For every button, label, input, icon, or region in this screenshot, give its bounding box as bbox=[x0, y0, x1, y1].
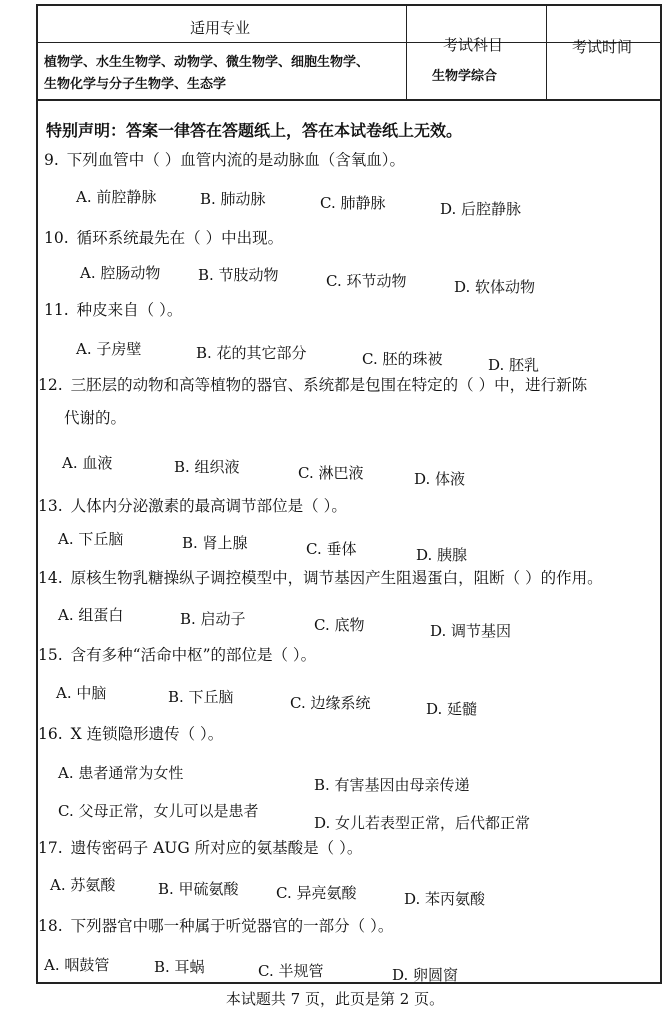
question-text: X 连锁隐形遗传（ ）。 bbox=[70, 725, 224, 743]
subject-value: 生物学综合 bbox=[432, 69, 498, 84]
question-11 bbox=[44, 298, 182, 320]
option-a: A. 患者通常为女性 bbox=[58, 764, 184, 782]
question-16 bbox=[38, 722, 223, 744]
header-col-divider-2 bbox=[546, 4, 547, 100]
option-d: D. 软体动物 bbox=[454, 278, 536, 296]
option-d: D. 调节基因 bbox=[430, 622, 512, 640]
option-c: C. 垂体 bbox=[306, 540, 357, 558]
question-text: 含有多种“活命中枢”的部位是（ ）。 bbox=[70, 646, 317, 664]
option-a: A. 中脑 bbox=[56, 684, 107, 702]
option-b: B. 有害基因由母亲传递 bbox=[314, 776, 470, 794]
option-a: A. 下丘脑 bbox=[58, 530, 124, 548]
option-c: C. 边缘系统 bbox=[290, 694, 371, 712]
option-b: B. 节肢动物 bbox=[198, 266, 279, 284]
option-c: C. 淋巴液 bbox=[298, 464, 364, 482]
time-label: 考试时间 bbox=[572, 38, 633, 56]
question-number: 11. bbox=[44, 301, 69, 319]
header-divider-1 bbox=[36, 42, 662, 43]
question-text: 人体内分泌激素的最高调节部位是（ ）。 bbox=[70, 497, 347, 515]
option-c: C. 底物 bbox=[314, 616, 365, 634]
question-text: 原核生物乳糖操纵子调控模型中，调节基因产生阻遏蛋白，阻断（ ）的作用。 bbox=[70, 569, 603, 587]
option-c: C. 父母正常，女儿可以是患者 bbox=[58, 802, 259, 820]
option-b: B. 耳蜗 bbox=[154, 958, 205, 976]
option-b: B. 启动子 bbox=[180, 610, 246, 628]
option-a: A. 前腔静脉 bbox=[76, 188, 157, 206]
question-number: 17. bbox=[38, 839, 63, 857]
option-a: A. 子房壁 bbox=[76, 340, 142, 358]
question-12-continued: 代谢的。 bbox=[64, 409, 127, 427]
question-text: 种皮来自（ ）。 bbox=[76, 301, 183, 319]
question-number: 16. bbox=[38, 725, 63, 743]
option-b: B. 下丘脑 bbox=[168, 688, 234, 706]
option-b: B. 组织液 bbox=[174, 458, 240, 476]
option-c: C. 环节动物 bbox=[326, 272, 407, 290]
question-number: 10. bbox=[44, 229, 69, 247]
option-b: B. 甲硫氨酸 bbox=[158, 880, 239, 898]
question-number: 13. bbox=[38, 497, 63, 515]
question-text: 循环系统最先在（ ）中出现。 bbox=[76, 229, 284, 247]
option-c: C. 异亮氨酸 bbox=[276, 884, 357, 902]
question-14 bbox=[38, 566, 603, 588]
option-a: A. 血液 bbox=[62, 454, 113, 472]
option-b: B. 肾上腺 bbox=[182, 534, 248, 552]
major-label: 适用专业 bbox=[190, 19, 251, 37]
option-c: C. 肺静脉 bbox=[320, 194, 386, 212]
question-number: 9. bbox=[44, 151, 59, 169]
option-a: A. 组蛋白 bbox=[58, 606, 124, 624]
question-9 bbox=[44, 148, 405, 170]
question-number: 15. bbox=[38, 646, 63, 664]
question-18 bbox=[38, 914, 393, 936]
question-text: 遗传密码子 AUG 所对应的氨基酸是（ ）。 bbox=[70, 839, 363, 857]
option-c: C. 半规管 bbox=[258, 962, 324, 980]
header-divider-2 bbox=[36, 99, 662, 101]
option-b: B. 花的其它部分 bbox=[196, 344, 307, 362]
option-d: D. 苯丙氨酸 bbox=[404, 890, 486, 908]
option-b: B. 肺动脉 bbox=[200, 190, 266, 208]
question-text: 三胚层的动物和高等植物的器官、系统都是包围在特定的（ ）中，进行新陈 bbox=[70, 376, 588, 394]
option-a: A. 咽鼓管 bbox=[44, 956, 110, 974]
option-d: D. 体液 bbox=[414, 470, 466, 488]
page-footer: 本试题共 7 页，此页是第 2 页。 bbox=[225, 990, 445, 1008]
question-17 bbox=[38, 836, 362, 858]
question-number: 12. bbox=[38, 376, 63, 394]
question-13 bbox=[38, 494, 347, 516]
question-text: 下列血管中（ ）血管内流的是动脉血（含氧血）。 bbox=[66, 151, 405, 169]
question-number: 18. bbox=[38, 917, 63, 935]
header-col-divider-1 bbox=[406, 4, 407, 100]
option-d: D. 延髓 bbox=[426, 700, 478, 718]
option-d: D. 后腔静脉 bbox=[440, 200, 522, 218]
majors-line-2: 生物化学与分子生物学、生态学 bbox=[44, 77, 227, 92]
option-d: D. 卵圆窗 bbox=[392, 966, 459, 984]
option-d: D. 胚乳 bbox=[488, 356, 540, 374]
question-12 bbox=[38, 373, 587, 395]
subject-label: 考试科目 bbox=[443, 36, 504, 54]
question-number: 14. bbox=[38, 569, 63, 587]
option-d: D. 胰腺 bbox=[416, 546, 468, 564]
question-text: 下列器官中哪一种属于听觉器官的一部分（ ）。 bbox=[70, 917, 394, 935]
special-notice: 特别声明：答案一律答在答题纸上，答在本试卷纸上无效。 bbox=[46, 121, 463, 140]
option-a: A. 苏氨酸 bbox=[50, 876, 116, 894]
option-a: A. 腔肠动物 bbox=[80, 264, 161, 282]
option-c: C. 胚的珠被 bbox=[362, 350, 443, 368]
question-10 bbox=[44, 226, 283, 248]
question-15 bbox=[38, 643, 316, 665]
option-d: D. 女儿若表型正常，后代都正常 bbox=[314, 814, 531, 832]
majors-line-1: 植物学、水生生物学、动物学、微生物学、细胞生物学、 bbox=[44, 55, 370, 70]
